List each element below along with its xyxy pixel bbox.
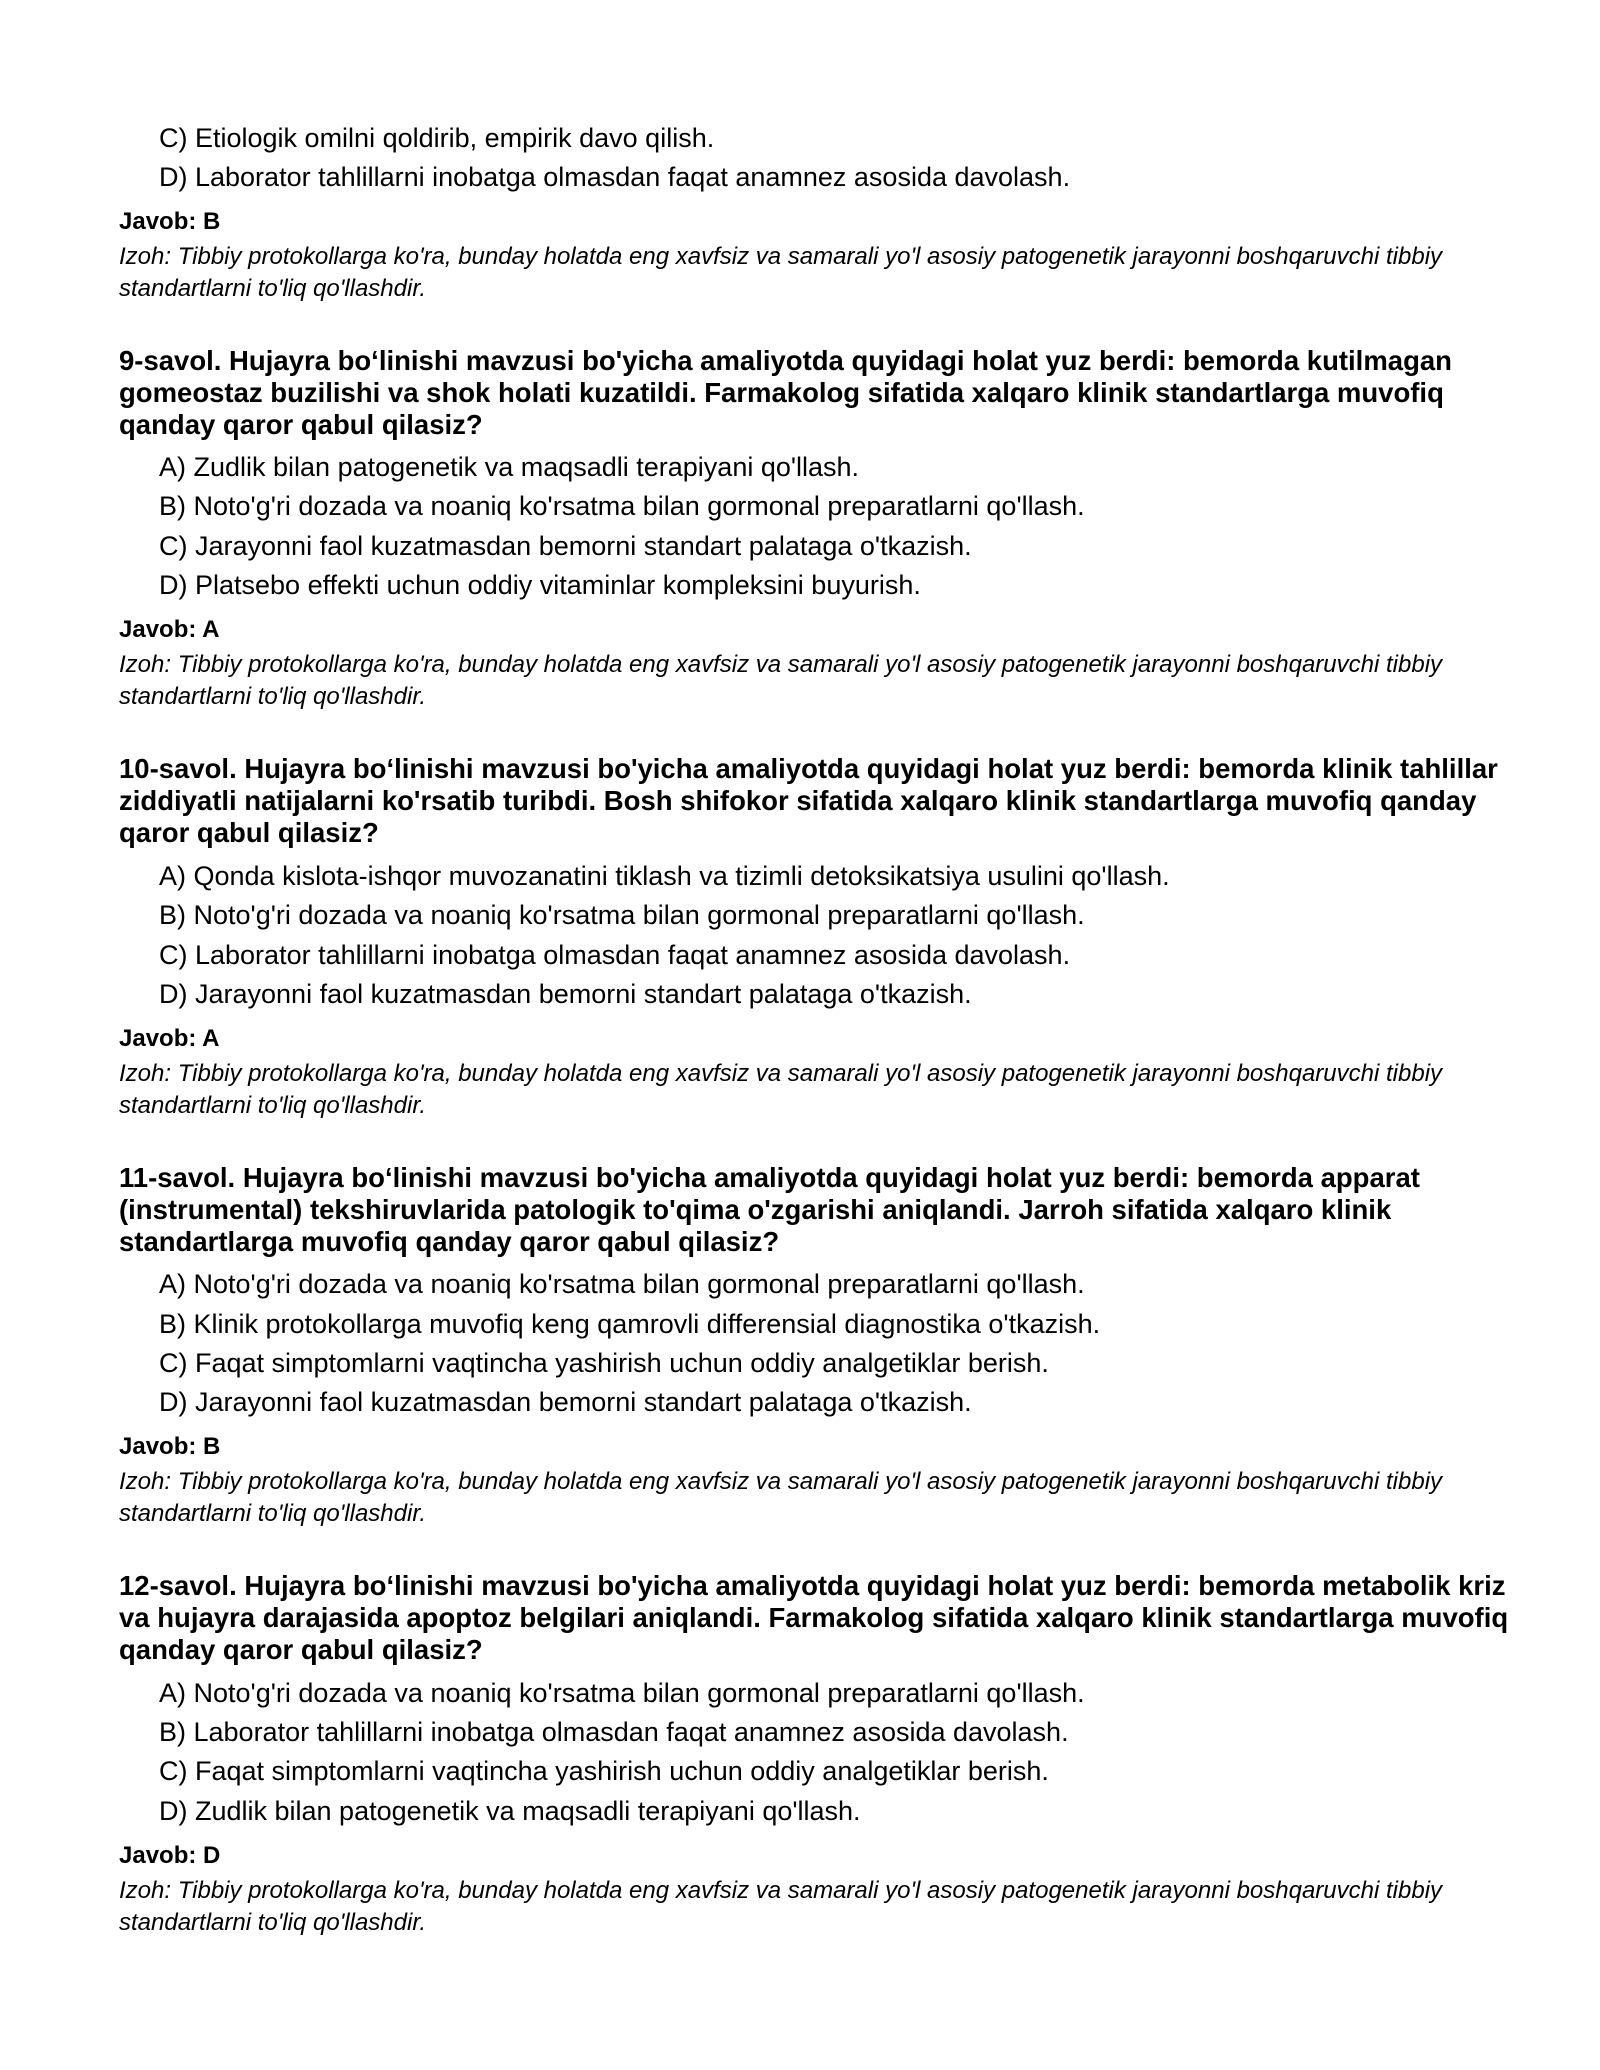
option-b: B) Klinik protokollarga muvofiq keng qamrovli differensial diagnostika o'tkazish.: [159, 1309, 1101, 1339]
option-c: C) Etiologik omilni qoldirib, empirik davo qilish.: [159, 123, 715, 153]
answer-label: Javob: B: [119, 208, 221, 235]
answer-label: Javob: D: [119, 1842, 221, 1869]
option-d: D) Platsebo effekti uchun oddiy vitaminlar kompleksini buyurish.: [159, 570, 921, 600]
explanation-note: Izoh: Tibbiy protokollarga ko'ra, bunday holatda eng xavfsiz va samarali yo'l asosiy patogenetik jarayonni boshqaruvchi tibbiy standartlarni to'liq qo'llashdir.: [119, 243, 1443, 302]
explanation-note: Izoh: Tibbiy protokollarga ko'ra, bunday holatda eng xavfsiz va samarali yo'l asosiy patogenetik jarayonni boshqaruvchi tibbiy standartlarni to'liq qo'llashdir.: [119, 1468, 1443, 1527]
option-b: B) Noto'g'ri dozada va noaniq ko'rsatma bilan gormonal preparatlarni qo'llash.: [159, 491, 1085, 521]
option-b: B) Laborator tahlillarni inobatga olmasdan faqat anamnez asosida davolash.: [159, 1717, 1069, 1747]
option-c: C) Laborator tahlillarni inobatga olmasdan faqat anamnez asosida davolash.: [159, 940, 1071, 970]
option-a: A) Noto'g'ri dozada va noaniq ko'rsatma bilan gormonal preparatlarni qo'llash.: [159, 1269, 1085, 1299]
answer-label: Javob: B: [119, 1433, 221, 1460]
question-9-title: 9-savol. Hujayra bo‘linishi mavzusi bo'yicha amaliyotda quyidagi holat yuz berdi: bemorda kutilmagan gomeostaz buzilishi va shok holati kuzatildi. Farmakolog sifatida xalqaro klinik standartlarga muvofiq qanday qaror qabul qilasiz?: [119, 345, 1452, 440]
option-a: A) Zudlik bilan patogenetik va maqsadli terapiyani qo'llash.: [159, 452, 860, 482]
question-11-title: 11-savol. Hujayra bo‘linishi mavzusi bo'yicha amaliyotda quyidagi holat yuz berdi: bemorda apparat (instrumental) tekshiruvlarida patologik to'qima o'zgarishi aniqlandi. Jarroh sifatida xalqaro klinik standartlarga muvofiq qanday qaror qabul qilasiz?: [119, 1162, 1420, 1257]
answer-label: Javob: A: [119, 1025, 220, 1052]
option-b: B) Noto'g'ri dozada va noaniq ko'rsatma bilan gormonal preparatlarni qo'llash.: [159, 900, 1085, 930]
question-12-title: 12-savol. Hujayra bo‘linishi mavzusi bo'yicha amaliyotda quyidagi holat yuz berdi: bemorda metabolik kriz va hujayra darajasida apoptoz belgilari aniqlandi. Farmakolog sifatida xalqaro klinik standartlarga muvofiq qanday qaror qabul qilasiz?: [119, 1570, 1509, 1665]
option-c: C) Faqat simptomlarni vaqtincha yashirish uchun oddiy analgetiklar berish.: [159, 1348, 1049, 1378]
option-d: D) Jarayonni faol kuzatmasdan bemorni standart palataga o'tkazish.: [159, 1387, 972, 1417]
question-10-title: 10-savol. Hujayra bo‘linishi mavzusi bo'yicha amaliyotda quyidagi holat yuz berdi: bemorda klinik tahlillar ziddiyatli natijalarni ko'rsatib turibdi. Bosh shifokor sifatida xalqaro klinik standartlarga muvofiq qanday qaror qabul qilasiz?: [119, 753, 1498, 848]
option-c: C) Jarayonni faol kuzatmasdan bemorni standart palataga o'tkazish.: [159, 531, 972, 561]
option-d: D) Jarayonni faol kuzatmasdan bemorni standart palataga o'tkazish.: [159, 979, 972, 1009]
explanation-note: Izoh: Tibbiy protokollarga ko'ra, bunday holatda eng xavfsiz va samarali yo'l asosiy patogenetik jarayonni boshqaruvchi tibbiy standartlarni to'liq qo'llashdir.: [119, 1060, 1443, 1119]
explanation-note: Izoh: Tibbiy protokollarga ko'ra, bunday holatda eng xavfsiz va samarali yo'l asosiy patogenetik jarayonni boshqaruvchi tibbiy standartlarni to'liq qo'llashdir.: [119, 1877, 1443, 1936]
option-a: A) Noto'g'ri dozada va noaniq ko'rsatma bilan gormonal preparatlarni qo'llash.: [159, 1678, 1085, 1708]
option-a: A) Qonda kislota-ishqor muvozanatini tiklash va tizimli detoksikatsiya usulini qo'llash.: [159, 861, 1170, 891]
option-d: D) Zudlik bilan patogenetik va maqsadli terapiyani qo'llash.: [159, 1796, 861, 1826]
explanation-note: Izoh: Tibbiy protokollarga ko'ra, bunday holatda eng xavfsiz va samarali yo'l asosiy patogenetik jarayonni boshqaruvchi tibbiy standartlarni to'liq qo'llashdir.: [119, 651, 1443, 710]
option-c: C) Faqat simptomlarni vaqtincha yashirish uchun oddiy analgetiklar berish.: [159, 1756, 1049, 1786]
option-d: D) Laborator tahlillarni inobatga olmasdan faqat anamnez asosida davolash.: [159, 162, 1071, 192]
answer-label: Javob: A: [119, 616, 220, 643]
